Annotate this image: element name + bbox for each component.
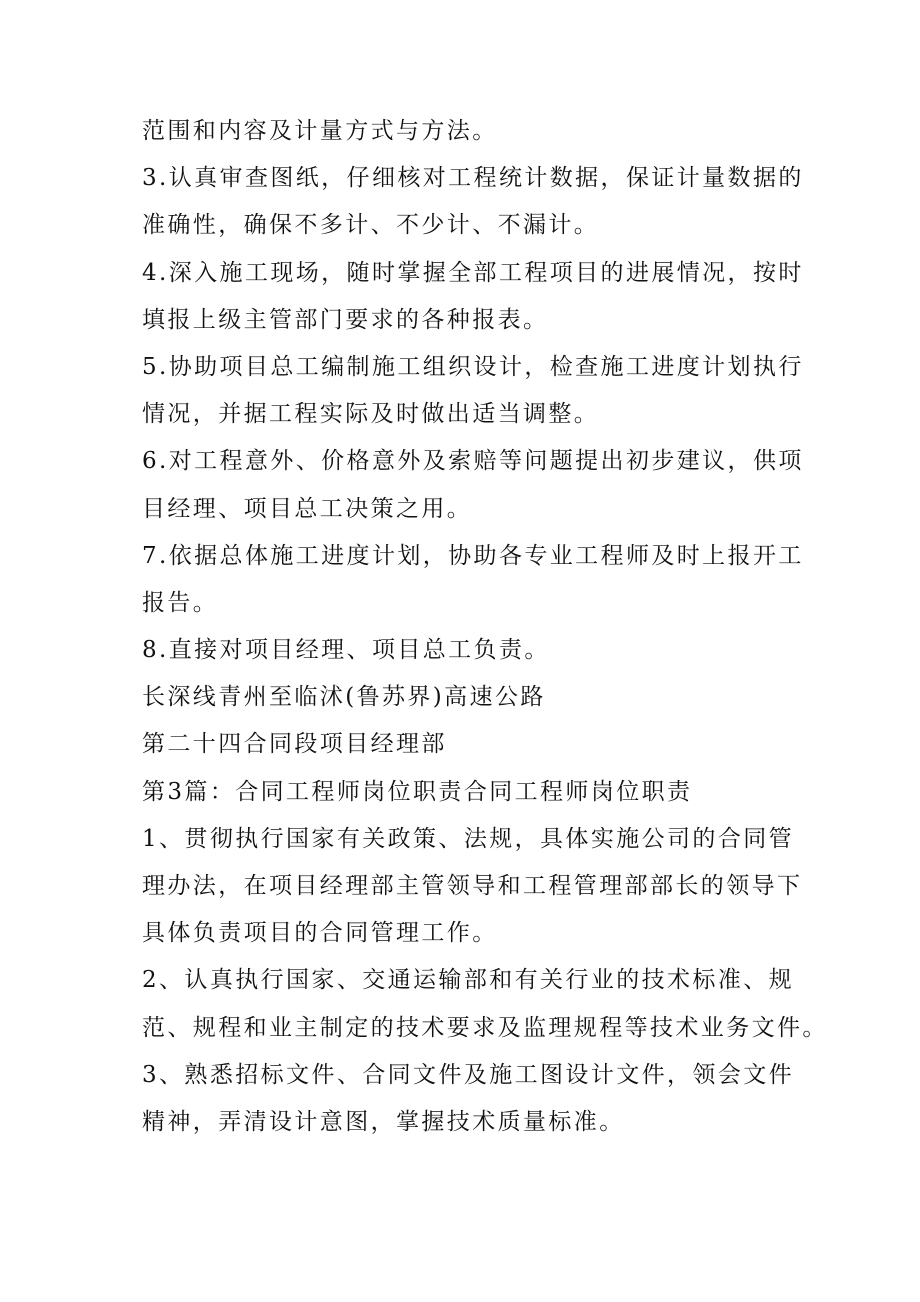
text-line-10: 7.依据总体施工进度计划，协助各专业工程师及时上报开工: [142, 542, 804, 569]
section-heading: 第3篇：合同工程师岗位职责合同工程师岗位职责: [142, 778, 693, 805]
document-body: [142, 108, 828, 1146]
text-line-20: 范、规程和业主制定的技术要求及监理规程等技术业务文件。: [142, 1014, 828, 1041]
text-line-1: 范围和内容及计量方式与方法。: [142, 118, 498, 144]
text-line-18: 具体负责项目的合同管理工作。: [142, 920, 498, 947]
text-line-8: 6.对工程意外、价格意外及索赔等问题提出初步建议，供项: [142, 448, 804, 475]
text-line-4: 4.深入施工现场，随时掌握全部工程项目的进展情况，按时: [142, 259, 804, 286]
text-line-12: 8.直接对项目经理、项目总工负责。: [142, 637, 550, 664]
text-line-22: 精神，弄清设计意图，掌握技术质量标准。: [142, 1108, 625, 1135]
text-line-21: 3、熟悉招标文件、合同文件及施工图设计文件，领会文件: [142, 1061, 795, 1088]
text-line-3: 准确性，确保不多计、不少计、不漏计。: [142, 212, 600, 239]
text-line-19: 2、认真执行国家、交通运输部和有关行业的技术标准、规: [142, 967, 795, 994]
text-line-11: 报告。: [142, 589, 219, 616]
text-line-16: 1、贯彻执行国家有关政策、法规，具体实施公司的合同管: [142, 825, 795, 852]
text-line-9: 目经理、项目总工决策之用。: [142, 495, 473, 522]
text-line-5: 填报上级主管部门要求的各种报表。: [142, 306, 549, 333]
text-line-7: 情况，并据工程实际及时做出适当调整。: [142, 401, 600, 428]
text-line-17: 理办法，在项目经理部主管领导和工程管理部部长的领导下: [142, 873, 803, 899]
text-line-13: 长深线青州至临沭(鲁苏界)高速公路: [142, 684, 546, 711]
text-line-14: 第二十四合同段项目经理部: [142, 731, 447, 758]
text-line-2: 3.认真审查图纸，仔细核对工程统计数据，保证计量数据的: [142, 165, 804, 192]
text-line-6: 5.协助项目总工编制施工组织设计，检查施工进度计划执行: [142, 353, 804, 380]
